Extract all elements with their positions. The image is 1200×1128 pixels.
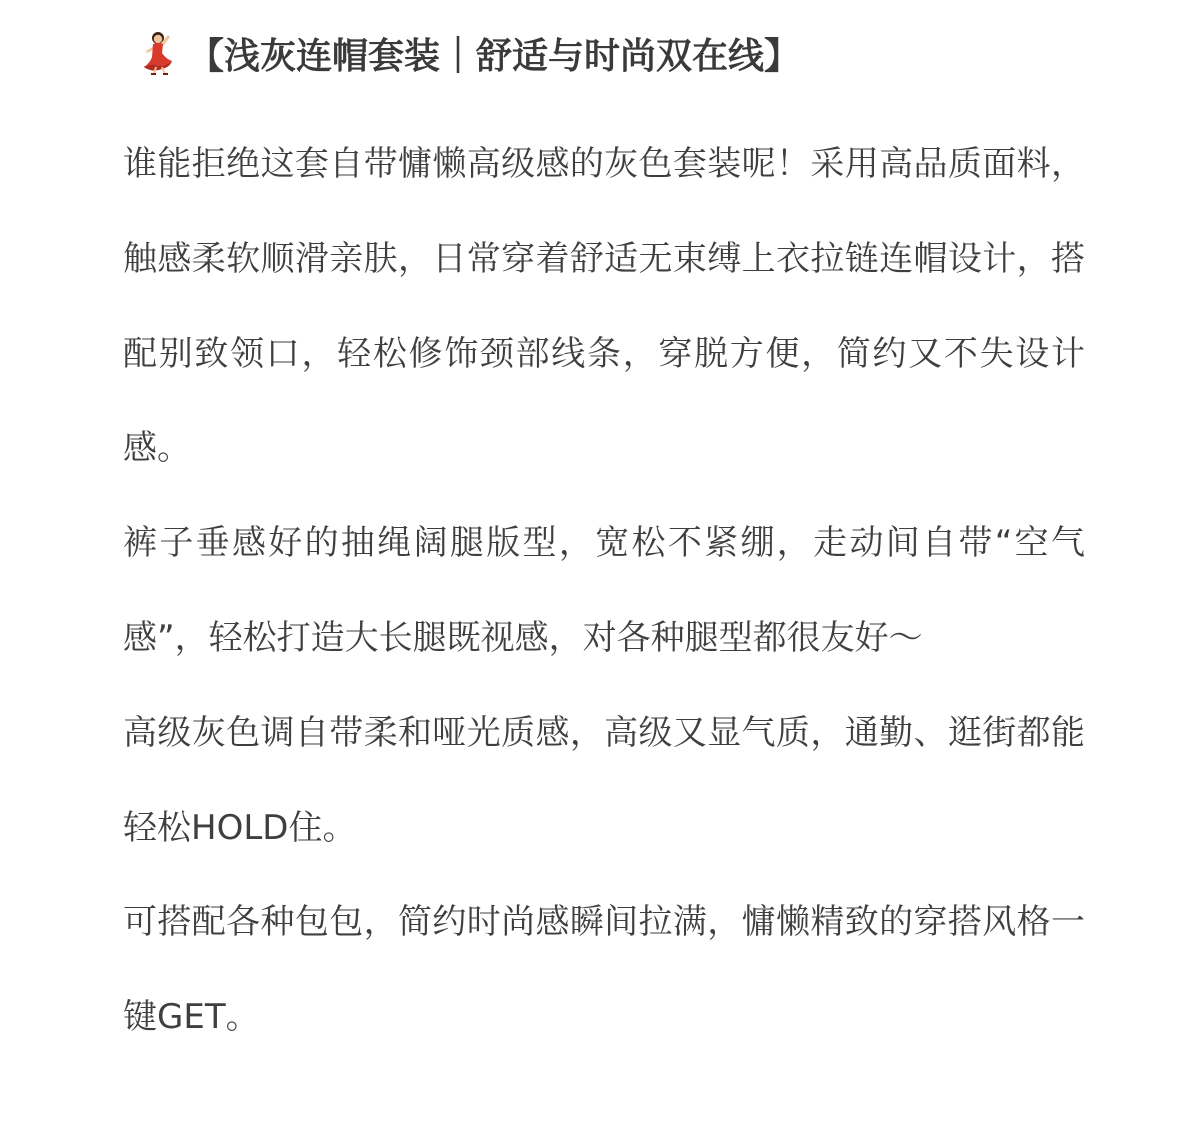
paragraph-color: 高级灰色调自带柔和哑光质感，高级又显气质，通勤、逛街都能轻松HOLD住。 bbox=[123, 712, 1085, 848]
article-title-row bbox=[138, 24, 800, 82]
paragraph-pants: 裤子垂感好的抽绳阔腿版型，宽松不紧绷，走动间自带“空气感”，轻松打造大长腿既视感，对各种腿型都很友好～ bbox=[123, 523, 1085, 658]
dancer-icon bbox=[138, 31, 178, 75]
article-body bbox=[123, 117, 1085, 1065]
paragraph-fabric-design: 谁能拒绝这套自带慵懒高级感的灰色套装呢！采用高品质面料，触感柔软顺滑亲肤，日常穿着舒适无束缚上衣拉链连帽设计，搭配别致领口，轻松修饰颈部线条，穿脱方便，简约又不失设计感。 bbox=[123, 144, 1085, 469]
article-title: 【浅灰连帽套装｜舒适与时尚双在线】 bbox=[188, 35, 801, 77]
paragraph-styling: 可搭配各种包包，简约时尚感瞬间拉满，慵懒精致的穿搭风格一键GET。 bbox=[123, 902, 1085, 1038]
